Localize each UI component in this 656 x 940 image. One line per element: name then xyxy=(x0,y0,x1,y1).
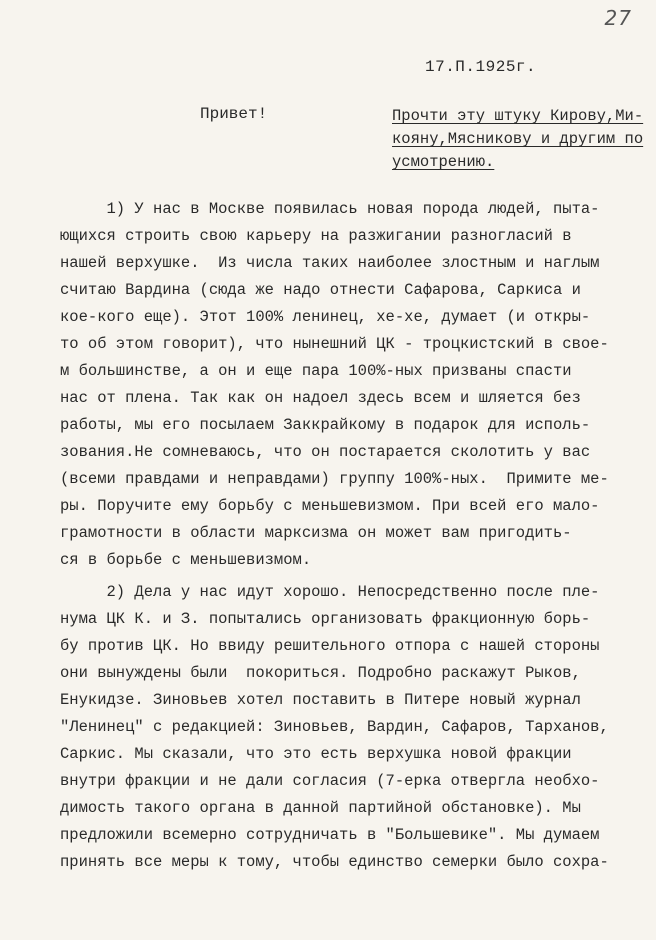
text-line: димость такого органа в данной партийной обстановке). Мы xyxy=(60,799,581,817)
note-line: кояну,Мясникову и другим по xyxy=(392,130,644,148)
text-line: внутри фракции и не дали согласия (7-ерка отвергла необхо- xyxy=(60,772,600,790)
text-line: Саркис. Мы сказали, что это есть верхушка новой фракции xyxy=(60,745,572,763)
text-line: зования.Не сомневаюсь, что он постарается сколотить у вас xyxy=(60,443,591,461)
text-line: "Ленинец" с редакцией: Зиновьев, Вардин, Сафаров, Тарханов, xyxy=(60,718,609,736)
text-line: (всеми правдами и неправдами) группу 100%-ных. Примите ме- xyxy=(60,470,609,488)
text-line: принять все меры к тому, чтобы единство семерки было сохра- xyxy=(60,853,609,871)
text-line: то об этом говорит), что нынешний ЦК - троцкистский в свое- xyxy=(60,335,609,353)
text-line: работы, мы его посылаем Заккрайкому в подарок для исполь- xyxy=(60,416,591,434)
forwarding-note xyxy=(392,105,644,174)
note-line: усмотрению. xyxy=(392,153,495,171)
text-line: грамотности в области марксизма он может вам пригодить- xyxy=(60,524,572,542)
text-line: 1) У нас в Москве появилась новая порода людей, пыта- xyxy=(60,200,600,218)
text-line: кое-когo еще). Этот 100% ленинец, хе-хе, думает (и откры- xyxy=(60,308,591,326)
text-line: они вынуждены были покориться. Подробно раскажут Рыков, xyxy=(60,664,581,682)
text-line: нашей верхушке. Из числа таких наиболее злостным и наглым xyxy=(60,254,600,272)
text-line: нас от плена. Так как он надоел здесь всем и шляется без xyxy=(60,389,581,407)
text-line: Енукидзе. Зиновьев хотел поставить в Питере новый журнал xyxy=(60,691,581,709)
text-line: нума ЦК К. и З. попытались организовать фракционную борь- xyxy=(60,610,591,628)
text-line: ся в борьбе с меньшевизмом. xyxy=(60,551,312,569)
letter-date: 17.П.1925г. xyxy=(425,58,537,76)
greeting: Привет! xyxy=(200,105,268,123)
text-line: предложили всемерно сотрудничать в "Большевике". Мы думаем xyxy=(60,826,600,844)
archive-page-number: 27 xyxy=(604,6,632,30)
text-line: ющихся строить свою карьеру на разжигании разногласий в xyxy=(60,227,572,245)
text-line: бу против ЦК. Но ввиду решительного отпора с нашей стороны xyxy=(60,637,600,655)
paragraph-2 xyxy=(60,579,640,876)
text-line: 2) Дела у нас идут хорошо. Непосредственно после пле- xyxy=(60,583,600,601)
text-line: ры. Поручите ему борьбу с меньшевизмом. При всей его мало- xyxy=(60,497,600,515)
note-line: Прочти эту штуку Кирову,Ми- xyxy=(392,107,644,125)
letter-body xyxy=(60,196,640,876)
text-line: м большинстве, а он и еще пара 100%-ных призваны спасти xyxy=(60,362,572,380)
paragraph-1 xyxy=(60,196,640,574)
text-line: считаю Вардина (сюда же надо отнести Сафарова, Саркиса и xyxy=(60,281,581,299)
